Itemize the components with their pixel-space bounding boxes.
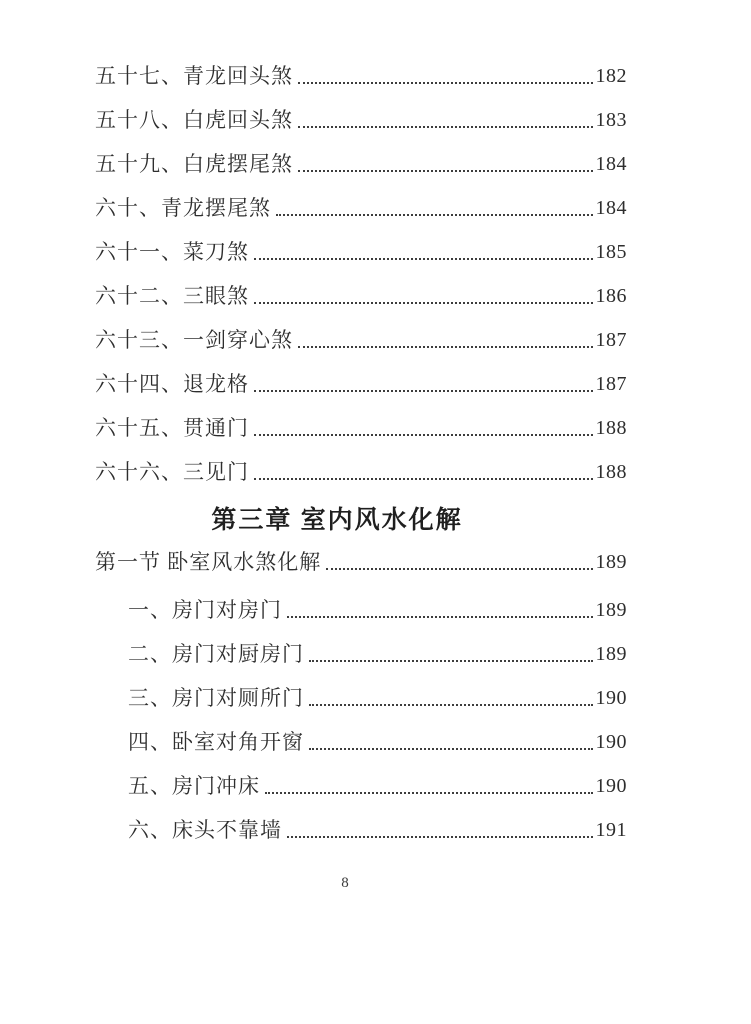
toc-entry-label: 六十六、三见门 [95,460,249,484]
toc-sub-entry-label: 四、卧室对角开窗 [128,730,304,754]
dot-leader [276,214,593,216]
toc-sub-entry-page: 191 [595,819,627,841]
toc-entry [95,462,627,483]
toc-entry-page: 186 [595,285,627,307]
toc-sub-entry-page: 190 [595,687,627,709]
toc-entry [95,286,627,307]
toc-entry-label: 六十三、一剑穿心煞 [95,328,293,352]
page-number: 8 [341,875,349,891]
dot-leader [265,792,593,794]
toc-list-sub [95,600,627,841]
toc-entry-label: 六十二、三眼煞 [95,284,249,308]
dot-leader [298,126,593,128]
dot-leader [254,258,593,260]
toc-sub-entry-page: 190 [595,775,627,797]
toc-sub-entry [95,688,627,709]
toc-entry-page: 185 [595,241,627,263]
toc-entry-page: 188 [595,461,627,483]
chapter-heading: 第三章 室内风水化解 [211,507,463,534]
toc-sub-entry [95,600,627,621]
toc-section-entry-label: 第一节 卧室风水煞化解 [95,550,322,574]
toc-entry-page: 187 [595,329,627,351]
dot-leader [309,660,593,662]
dot-leader [287,616,593,618]
toc-sub-entry-label: 二、房门对厨房门 [128,642,304,666]
toc-sub-entry [95,644,627,665]
toc-entry [95,330,627,351]
toc-entry-page: 183 [595,109,627,131]
toc-entry-page: 184 [595,197,627,219]
toc-entry [95,374,627,395]
toc-entry-page: 184 [595,153,627,175]
toc-entry [95,66,627,87]
toc-entry-label: 六十一、菜刀煞 [95,240,249,264]
toc-sub-entry [95,732,627,753]
toc-entry-label: 五十九、白虎摆尾煞 [95,152,293,176]
toc-entry [95,418,627,439]
toc-entry-label: 六十、青龙摆尾煞 [95,196,271,220]
toc-entry [95,110,627,131]
toc-list-top [95,66,627,483]
toc-sub-entry [95,776,627,797]
toc-content [95,66,627,892]
toc-section-entry [95,552,627,573]
dot-leader [326,568,592,570]
toc-sub-entry-page: 189 [595,643,627,665]
dot-leader [298,346,593,348]
dot-leader [254,390,593,392]
dot-leader [298,170,593,172]
toc-entry [95,154,627,175]
dot-leader [298,82,593,84]
toc-entry-page: 182 [595,65,627,87]
toc-sub-entry-page: 190 [595,731,627,753]
toc-sub-entry-label: 一、房门对房门 [128,598,282,622]
toc-entry-label: 六十五、贯通门 [95,416,249,440]
toc-entry-page: 188 [595,417,627,439]
toc-section-container [95,552,627,573]
toc-entry-label: 六十四、退龙格 [95,372,249,396]
dot-leader [254,434,593,436]
dot-leader [254,302,593,304]
dot-leader [254,478,593,480]
toc-entry [95,198,627,219]
toc-sub-entry-label: 五、房门冲床 [128,774,260,798]
toc-entry [95,242,627,263]
toc-sub-entry-label: 三、房门对厕所门 [128,686,304,710]
dot-leader [309,748,593,750]
dot-leader [309,704,593,706]
toc-entry-page: 187 [595,373,627,395]
toc-entry-label: 五十七、青龙回头煞 [95,64,293,88]
toc-sub-entry-label: 六、床头不靠墙 [128,818,282,842]
toc-section-entry-page: 189 [595,551,627,573]
toc-sub-entry-page: 189 [595,599,627,621]
toc-sub-entry [95,820,627,841]
dot-leader [287,836,593,838]
toc-entry-label: 五十八、白虎回头煞 [95,108,293,132]
